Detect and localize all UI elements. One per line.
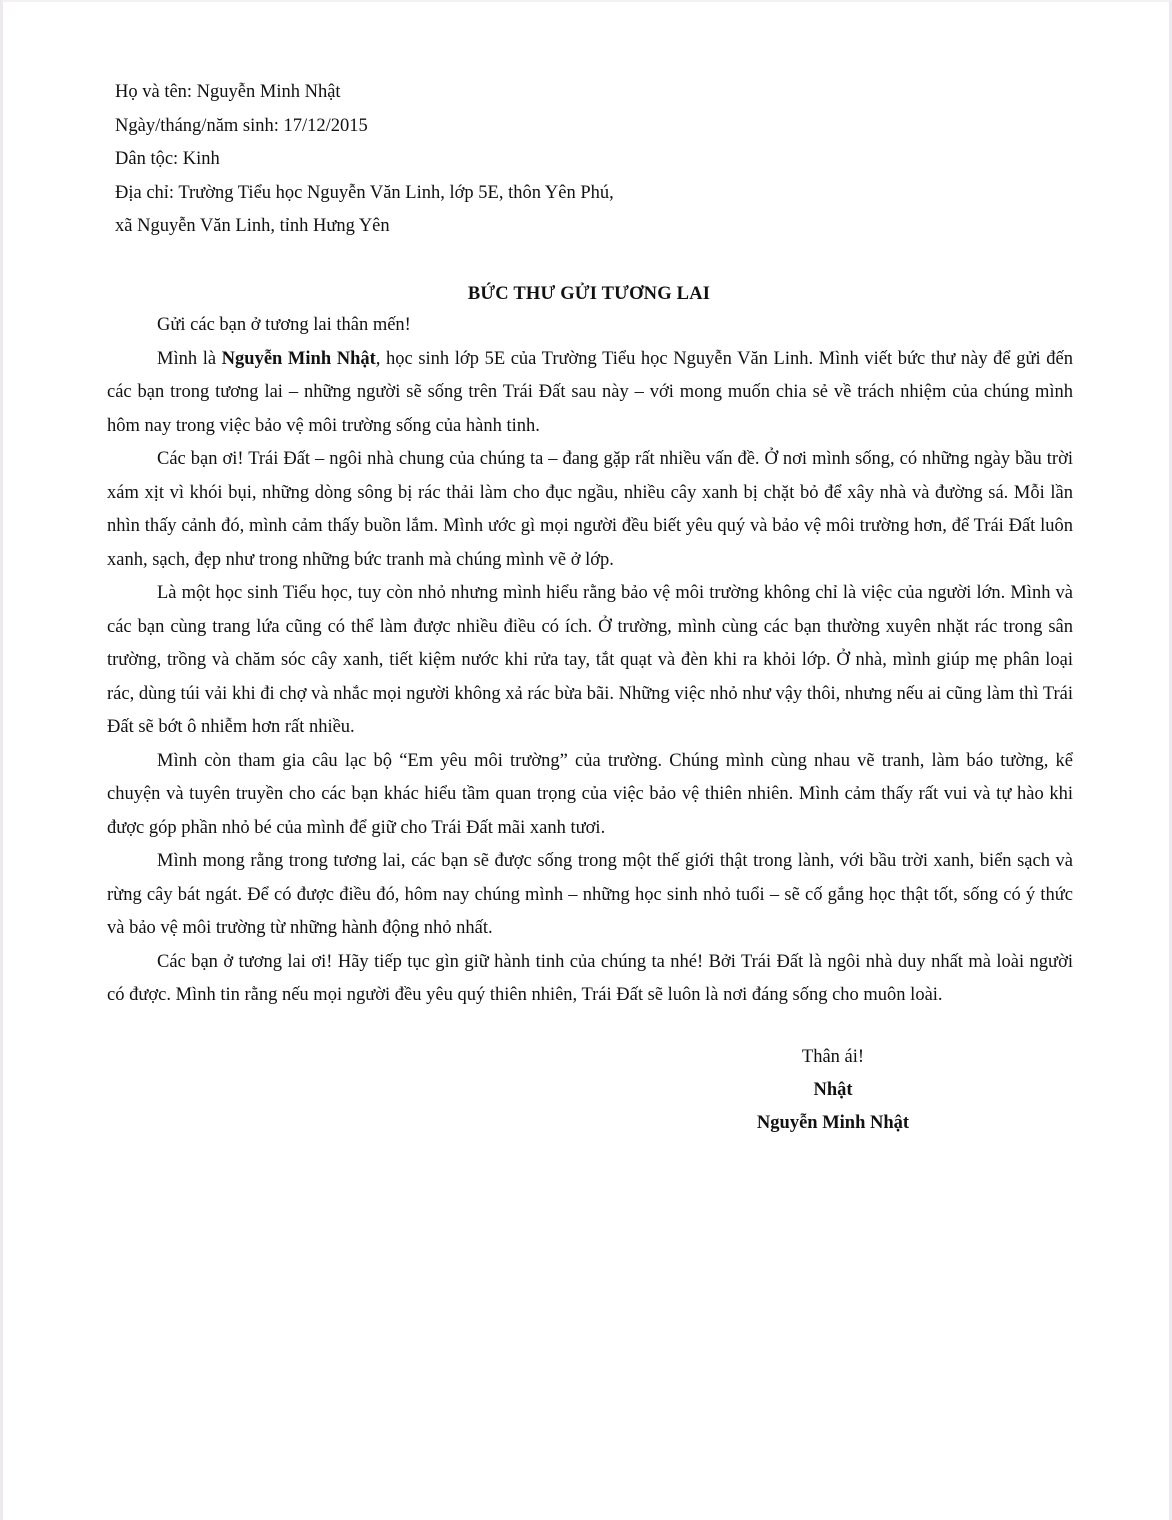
paragraph-1-intro: Mình là <box>157 348 222 369</box>
letter-paragraph-1 <box>107 343 1073 444</box>
student-info-block <box>115 76 815 244</box>
letter-paragraph-5: Mình mong rằng trong tương lai, các bạn sẽ được sống trong một thế giới thật trong lành, với bầu trời xanh, biển sạch và rừng cây bát ngát. Để có được điều đó, hôm nay chúng mình – những học sinh nhỏ tuổi – sẽ cố gắng học thật tốt, sống có ý thức và bảo vệ môi trường từ những hành động nhỏ nhất. <box>107 851 1073 938</box>
letter-body <box>107 309 1073 1013</box>
valediction: Thân ái! <box>801 1047 865 1067</box>
ethnicity-line: Dân tộc: Kinh <box>115 149 220 169</box>
address-line-1: Địa chỉ: Trường Tiểu học Nguyễn Văn Linh, lớp 5E, thôn Yên Phú, <box>115 182 614 203</box>
letter-closing <box>703 1041 963 1140</box>
letter-paragraph-2: Các bạn ơi! Trái Đất – ngôi nhà chung của chúng ta – đang gặp rất nhiều vấn đề. Ở nơi mình sống, có những ngày bầu trời xám xịt vì khói bụi, những dòng sông bị rác thải làm cho đục ngầu, nhiều cây xanh bị chặt bỏ để xây nhà và đường sá. Mỗi lần nhìn thấy cảnh đó, mình cảm thấy buồn lắm. Mình ước gì mọi người đều biết yêu quý và bảo vệ môi trường hơn, để Trái Đất luôn xanh, sạch, đẹp như trong những bức tranh mà chúng mình vẽ ở lớp. <box>107 449 1073 570</box>
paragraph-1-rest: , học sinh lớp 5E của Trường Tiểu học Nguyễn Văn Linh. Mình viết bức thư này để gửi đến các bạn trong tương lai – những người sẽ sống trên Trái Đất sau này – với mong muốn chia sẻ về trách nhiệm của chúng mình hôm nay trong việc bảo vệ môi trường sống của hành tinh. <box>107 348 1073 436</box>
letter-paragraph-3: Là một học sinh Tiểu học, tuy còn nhỏ nhưng mình hiểu rằng bảo vệ môi trường không chỉ là việc của người lớn. Mình và các bạn cùng trang lứa cũng có thể làm được nhiều điều có ích. Ở trường, mình cùng các bạn thường xuyên nhặt rác trong sân trường, trồng và chăm sóc cây xanh, tiết kiệm nước khi rửa tay, tắt quạt và đèn khi ra khỏi lớp. Ở nhà, mình giúp mẹ phân loại rác, dùng túi vải khi đi chợ và nhắc mọi người không xả rác bừa bãi. Những việc nhỏ như vậy thôi, nhưng nếu ai cũng làm thì Trái Đất sẽ bớt ô nhiễm hơn rất nhiều. <box>107 583 1073 737</box>
dob-line: Ngày/tháng/năm sinh: 17/12/2015 <box>115 115 368 136</box>
letter-greeting: Gửi các bạn ở tương lai thân mến! <box>157 315 411 335</box>
signature: Nhật <box>813 1080 853 1100</box>
author-name-bold: Nguyễn Minh Nhật <box>221 348 376 369</box>
letter-paragraph-6: Các bạn ở tương lai ơi! Hãy tiếp tục gìn giữ hành tinh của chúng ta nhé! Bởi Trái Đất là ngôi nhà duy nhất mà loài người có được. Mình tin rằng nếu mọi người đều yêu quý thiên nhiên, Trái Đất sẽ luôn là nơi đáng sống cho muôn loài. <box>107 951 1073 1005</box>
address-line-2: xã Nguyễn Văn Linh, tỉnh Hưng Yên <box>115 216 390 236</box>
author-full-name: Nguyễn Minh Nhật <box>756 1113 910 1133</box>
letter-title: BỨC THƯ GỬI TƯƠNG LAI <box>467 284 711 304</box>
letter-paragraph-4: Mình còn tham gia câu lạc bộ “Em yêu môi trường” của trường. Chúng mình cùng nhau vẽ tranh, làm báo tường, kể chuyện và tuyên truyền cho các bạn khác hiểu tầm quan trọng của việc bảo vệ thiên nhiên. Mình cảm thấy rất vui và tự hào khi được góp phần nhỏ bé của mình để giữ cho Trái Đất mãi xanh tươi. <box>107 750 1073 838</box>
name-line: Họ và tên: Nguyễn Minh Nhật <box>115 82 341 102</box>
